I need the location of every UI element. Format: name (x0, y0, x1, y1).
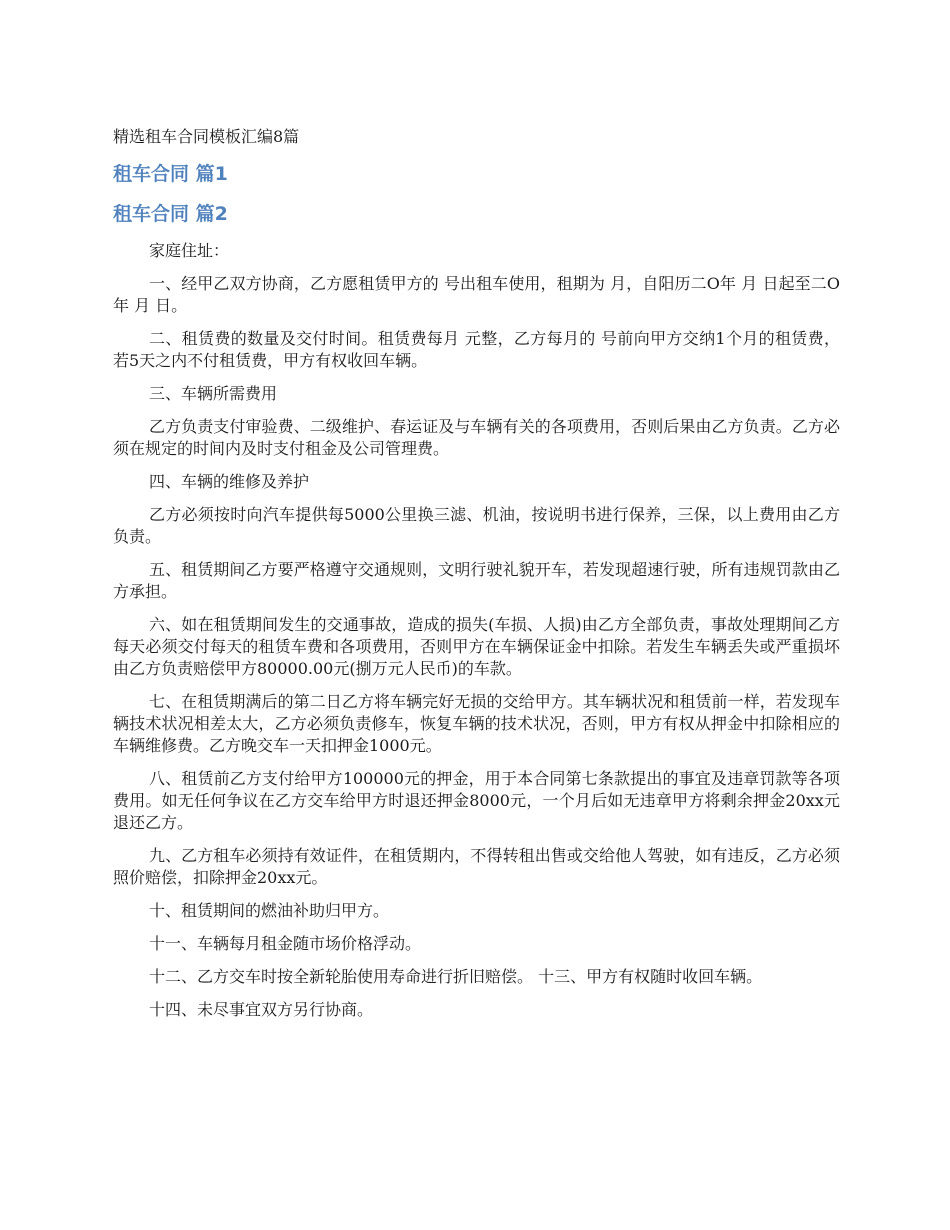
address-line: 家庭住址： (149, 241, 230, 260)
clause-4-heading: 四、车辆的维修及养护 (149, 472, 310, 491)
document-page (113, 124, 840, 1032)
clause-14: 十四、未尽事宜双方另行协商。 (149, 1000, 374, 1019)
document-title: 精选租车合同模板汇编8篇 (113, 127, 300, 146)
section-heading-2: 租车合同 篇2 (113, 203, 228, 225)
clause-11: 十一、车辆每月租金随市场价格浮动。 (149, 934, 422, 953)
clause-10: 十、租赁期间的燃油补助归甲方。 (149, 901, 390, 920)
clause-7: 七、在租赁期满后的第二日乙方将车辆完好无损的交给甲方。其车辆状况和租赁前一样，若发现车辆技术状况相差太大，乙方必须负责修车，恢复车辆的技术状况，否则，甲方有权从押金中扣除相应的车辆维修费。乙方晚交车一天扣押金1000元。 (113, 692, 840, 755)
clause-9: 九、乙方租车必须持有效证件，在租赁期内，不得转租出售或交给他人驾驶，如有违反，乙方必须照价赔偿，扣除押金20xx元。 (113, 846, 840, 887)
clause-8: 八、租赁前乙方支付给甲方100000元的押金，用于本合同第七条款提出的事宜及违章罚款等各项费用。如无任何争议在乙方交车给甲方时退还押金8000元，一个月后如无违章甲方将剩余押金20xx元退还乙方。 (113, 769, 840, 832)
clause-6: 六、如在租赁期间发生的交通事故，造成的损失(车损、人损)由乙方全部负责，事故处理期间乙方每天必须交付每天的租赁车费和各项费用，否则甲方在车辆保证金中扣除。若发生车辆丢失或严重损坏由乙方负责赔偿甲方80000.00元(捌万元人民币)的车款。 (113, 615, 840, 678)
clause-5: 五、租赁期间乙方要严格遵守交通规则，文明行驶礼貌开车，若发现超速行驶，所有违规罚款由乙方承担。 (113, 560, 840, 601)
clause-3-heading: 三、车辆所需费用 (149, 384, 278, 403)
section-heading-1: 租车合同 篇1 (113, 163, 228, 185)
clause-12-13: 十二、乙方交车时按全新轮胎使用寿命进行折旧赔偿。 十三、甲方有权随时收回车辆。 (149, 967, 763, 986)
clause-2: 二、租赁费的数量及交付时间。租赁费每月 元整，乙方每月的 号前向甲方交纳1个月的租赁费，若5天之内不付租赁费，甲方有权收回车辆。 (113, 329, 840, 370)
clause-1: 一、经甲乙双方协商，乙方愿租赁甲方的 号出租车使用，租期为 月，自阳历二O年 月 日起至二O年 月 日。 (113, 274, 840, 315)
clause-4-body: 乙方必须按时向汽车提供每5000公里换三滤、机油，按说明书进行保养，三保，以上费用由乙方负责。 (113, 505, 840, 546)
clause-3-body: 乙方负责支付审验费、二级维护、春运证及与车辆有关的各项费用，否则后果由乙方负责。乙方必须在规定的时间内及时支付租金及公司管理费。 (113, 417, 840, 458)
